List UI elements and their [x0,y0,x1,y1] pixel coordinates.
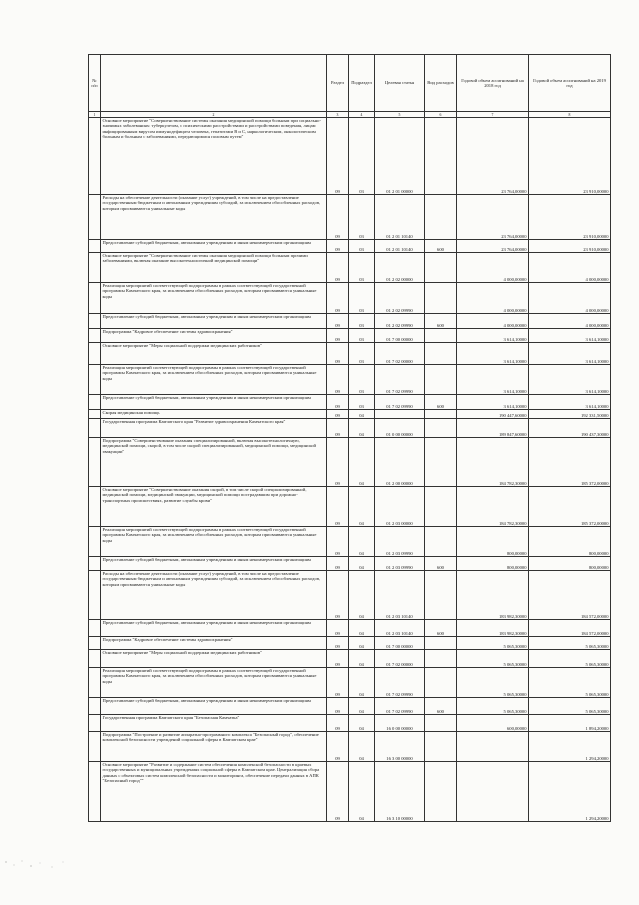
row-kind-cell: 600 [425,698,457,715]
row-2018-cell [457,732,529,762]
row-target-cell: 01 0 00 00000 [375,419,425,438]
row-num-cell [89,329,101,343]
row-subsection-cell: 04 [349,732,375,762]
table-row [89,487,611,527]
row-kind-cell: 600 [425,395,457,410]
row-section-cell: 09 [327,419,349,438]
row-num-cell [89,732,101,762]
row-section-cell: 09 [327,637,349,650]
row-section-cell: 09 [327,395,349,410]
table-row [89,419,611,438]
row-kind-cell [425,195,457,240]
row-num-cell [89,314,101,329]
row-kind-cell [425,732,457,762]
row-name-cell: Предоставление субсидий бюджетным, автономным учреждениям и иным некоммерческим организациям [101,314,327,329]
row-2019-cell: 1 294,20000 [529,732,611,762]
row-kind-cell [425,715,457,732]
row-name-cell: Предоставление субсидий бюджетным, автономным учреждениям и иным некоммерческим организациям [101,620,327,637]
row-name-cell: Основное мероприятие "Совершенствование системы оказания медицинской помощи больным прочими заболеваниями, включая оказание высокотехнологичной медицинской помощи" [101,253,327,283]
row-section-cell: 09 [327,118,349,195]
table-row [89,343,611,365]
row-section-cell: 09 [327,557,349,571]
row-2019-cell: 5 065,30000 [529,637,611,650]
row-num-cell [89,118,101,195]
row-subsection-cell: 04 [349,650,375,668]
row-name-cell: Расходы на обеспечение деятельности (оказание услуг) учреждений, в том числе на предоставление государственным бюджетным и автономным учреждениям субсидий, за исключением обособленных расходов, которым присваиваются уникальные коды [101,195,327,240]
row-num-cell [89,419,101,438]
row-2019-cell: 3 614,10000 [529,329,611,343]
row-name-cell: Реализация мероприятий соответствующей подпрограммы в рамках соответствующей государственной программы Камчатского края, за исключением обособленных расходов, которым присваиваются уникальные коды [101,365,327,395]
row-2018-cell: 190 447,60000 [457,410,529,419]
row-2019-cell: 23 910,00000 [529,240,611,253]
row-2019-cell: 5 065,30000 [529,698,611,715]
row-2018-cell: 3 614,10000 [457,343,529,365]
row-subsection-cell: 04 [349,571,375,620]
row-target-cell: 01 2 03 09990 [375,557,425,571]
row-target-cell: 01 7 02 00000 [375,650,425,668]
table-row [89,650,611,668]
row-2019-cell: 3 614,10000 [529,365,611,395]
table-row [89,240,611,253]
row-target-cell: 01 7 02 09990 [375,365,425,395]
column-index: 4 [349,112,375,118]
table-row [89,557,611,571]
row-2018-cell: 4 000,00000 [457,314,529,329]
table-row [89,438,611,487]
row-2019-cell: 1 894,20000 [529,715,611,732]
table-row [89,571,611,620]
row-target-cell: 01 2 01 10140 [375,240,425,253]
row-kind-cell [425,329,457,343]
row-target-cell: 01 7 02 09990 [375,668,425,698]
row-2018-cell: 3 614,10000 [457,395,529,410]
row-section-cell: 09 [327,732,349,762]
row-subsection-cell: 03 [349,365,375,395]
header-2018: Годовой объем ассигнований на 2018 год [457,55,529,112]
row-subsection-cell: 03 [349,195,375,240]
row-target-cell: 16 3 00 00000 [375,732,425,762]
row-2019-cell: 5 065,30000 [529,668,611,698]
row-section-cell: 09 [327,195,349,240]
row-target-cell: 01 2 02 09990 [375,314,425,329]
row-target-cell [375,410,425,419]
row-subsection-cell: 04 [349,762,375,822]
table-row [89,668,611,698]
row-2018-cell [457,762,529,822]
row-name-cell: Подпрограмма "Совершенствование оказания специализированной, включая высокотехнологичную, медицинской помощи, скорой, в том числе скорой специализированной, медицинской помощи, медицинской эвакуации" [101,438,327,487]
row-name-cell: Государственная программа Камчатского края "Развитие здравоохранения Камчатского края" [101,419,327,438]
row-subsection-cell: 03 [349,240,375,253]
row-2019-cell: 3 614,10000 [529,343,611,365]
row-section-cell: 09 [327,487,349,527]
row-name-cell: Предоставление субсидий бюджетным, автономным учреждениям и иным некоммерческим организациям [101,240,327,253]
budget-table [88,54,611,822]
scan-noise-marks [0,858,80,870]
row-section-cell: 09 [327,527,349,557]
column-index: 5 [375,112,425,118]
column-index: 6 [425,112,457,118]
row-num-cell [89,487,101,527]
row-name-cell: Предоставление субсидий бюджетным, автономным учреждениям и иным некоммерческим организациям [101,557,327,571]
row-2019-cell: 800,00000 [529,557,611,571]
row-name-cell: Предоставление субсидий бюджетным, автономным учреждениям и иным некоммерческим организациям [101,395,327,410]
row-subsection-cell: 04 [349,698,375,715]
row-subsection-cell: 04 [349,438,375,487]
row-subsection-cell: 04 [349,527,375,557]
row-num-cell [89,240,101,253]
table-row [89,410,611,419]
row-2019-cell: 184 572,00000 [529,620,611,637]
row-num-cell [89,762,101,822]
table-header-row [89,55,611,112]
row-2018-cell: 183 982,30000 [457,571,529,620]
row-num-cell [89,715,101,732]
table-row [89,637,611,650]
row-2018-cell: 184 782,30000 [457,487,529,527]
row-section-cell: 09 [327,240,349,253]
row-2018-cell: 183 982,30000 [457,620,529,637]
row-num-cell [89,637,101,650]
row-subsection-cell: 04 [349,668,375,698]
row-kind-cell [425,650,457,668]
row-kind-cell [425,527,457,557]
row-2018-cell: 5 065,30000 [457,698,529,715]
column-index: 2 [101,112,327,118]
table-row [89,365,611,395]
row-2019-cell: 4 000,00000 [529,253,611,283]
row-2019-cell: 190 437,30000 [529,419,611,438]
row-subsection-cell: 03 [349,395,375,410]
row-num-cell [89,253,101,283]
row-2019-cell: 185 372,00000 [529,487,611,527]
row-kind-cell: 600 [425,557,457,571]
table-row [89,715,611,732]
table-row [89,329,611,343]
row-num-cell [89,195,101,240]
row-subsection-cell: 03 [349,253,375,283]
row-section-cell: 09 [327,762,349,822]
row-name-cell: Подпрограмма "Кадровое обеспечение системы здравоохранения" [101,329,327,343]
row-2018-cell: 600,00000 [457,715,529,732]
table-row [89,698,611,715]
row-subsection-cell: 03 [349,329,375,343]
header-name [101,55,327,112]
row-kind-cell: 600 [425,620,457,637]
table-row [89,314,611,329]
row-2018-cell: 800,00000 [457,527,529,557]
row-name-cell: Расходы на обеспечение деятельности (оказание услуг) учреждений, в том числе на предоставление государственным бюджетным и автономным учреждениям субсидий, за исключением обособленных расходов, которым присваиваются уникальные коды [101,571,327,620]
row-name-cell: Основное мероприятие "Развитие и содержание систем обеспечения комплексной безопасности в краевых государственных и муниципальных учреждениях социальной сферы в Камчатском крае. Централизация сбора данных с объектовых систем комплексной безопасности и мониторинга, обеспечение передачи данных в АПК "Безопасный город"" [101,762,327,822]
row-subsection-cell: 04 [349,487,375,527]
row-2019-cell: 23 910,00000 [529,195,611,240]
header-2019: Годовой объем ассигнований на 2019 год [529,55,611,112]
row-section-cell: 09 [327,571,349,620]
row-target-cell: 01 2 03 00000 [375,487,425,527]
table-row [89,195,611,240]
row-num-cell [89,557,101,571]
row-2018-cell: 3 614,10000 [457,329,529,343]
row-name-cell: Предоставление субсидий бюджетным, автономным учреждениям и иным некоммерческим организациям [101,698,327,715]
row-section-cell: 09 [327,410,349,419]
row-kind-cell [425,571,457,620]
row-kind-cell [425,637,457,650]
row-kind-cell [425,762,457,822]
row-2018-cell: 4 000,00000 [457,253,529,283]
row-2019-cell: 800,00000 [529,527,611,557]
row-section-cell: 09 [327,283,349,314]
row-num-cell [89,527,101,557]
row-num-cell [89,283,101,314]
row-kind-cell [425,283,457,314]
row-target-cell: 01 2 02 09990 [375,283,425,314]
row-name-cell: Основное мероприятие "Меры социальной поддержки медицинских работников" [101,343,327,365]
row-num-cell [89,410,101,419]
row-section-cell: 09 [327,620,349,637]
row-section-cell: 09 [327,253,349,283]
row-num-cell [89,343,101,365]
row-name-cell: Реализация мероприятий соответствующей подпрограммы в рамках соответствующей государственной программы Камчатского края, за исключением обособленных расходов, которым присваиваются уникальные коды [101,283,327,314]
row-name-cell: Основное мероприятие "Совершенствование оказания скорой, в том числе скорой специализированной, медицинской помощи, медицинской эвакуации, медицинской помощи пострадавшим при дорожно-транспортных происшествиях, развитие службы крови" [101,487,327,527]
row-target-cell: 01 7 02 00000 [375,343,425,365]
row-target-cell: 01 7 02 09990 [375,395,425,410]
row-kind-cell [425,668,457,698]
row-2018-cell: 4 000,00000 [457,283,529,314]
header-subsection: Подраздел [349,55,375,112]
table-row [89,283,611,314]
table-row [89,118,611,195]
row-name-cell: Государственная программа Камчатского края "Безопасная Камчатка" [101,715,327,732]
row-target-cell: 01 2 01 10140 [375,195,425,240]
row-2018-cell: 800,00000 [457,557,529,571]
row-num-cell [89,668,101,698]
row-kind-cell [425,365,457,395]
row-target-cell: 01 7 00 00000 [375,637,425,650]
row-target-cell: 01 7 02 09990 [375,698,425,715]
column-index: 3 [327,112,349,118]
row-2018-cell: 184 782,30000 [457,438,529,487]
table-row [89,732,611,762]
row-name-cell: Реализация мероприятий соответствующей подпрограммы в рамках соответствующей государственной программы Камчатского края, за исключением обособленных расходов, которым присваиваются уникальные коды [101,668,327,698]
row-2019-cell: 4 000,00000 [529,314,611,329]
table-row [89,620,611,637]
row-2018-cell: 5 065,30000 [457,637,529,650]
row-name-cell: Скорая медицинская помощь [101,410,327,419]
row-num-cell [89,438,101,487]
row-name-cell: Подпрограмма "Кадровое обеспечение системы здравоохранения" [101,637,327,650]
table-row [89,527,611,557]
table-row [89,253,611,283]
row-kind-cell [425,253,457,283]
row-section-cell: 09 [327,343,349,365]
row-subsection-cell: 03 [349,343,375,365]
row-kind-cell: 600 [425,314,457,329]
row-2018-cell: 5 065,30000 [457,668,529,698]
row-kind-cell [425,343,457,365]
column-index: 8 [529,112,611,118]
row-2018-cell: 23 764,00000 [457,118,529,195]
row-section-cell: 09 [327,650,349,668]
row-target-cell: 16 0 00 00000 [375,715,425,732]
row-2018-cell: 189 847,60000 [457,419,529,438]
row-subsection-cell: 04 [349,419,375,438]
row-section-cell: 09 [327,329,349,343]
row-name-cell: Реализация мероприятий соответствующей подпрограммы в рамках соответствующей государственной программы Камчатского края, за исключением обособленных расходов, которым присваиваются уникальные коды [101,527,327,557]
header-kind: Вид расходов [425,55,457,112]
row-2019-cell: 1 294,20000 [529,762,611,822]
row-section-cell: 09 [327,698,349,715]
row-section-cell: 09 [327,365,349,395]
row-subsection-cell: 04 [349,557,375,571]
row-kind-cell [425,118,457,195]
row-section-cell: 09 [327,668,349,698]
header-num: № п/п [89,55,101,112]
row-2018-cell: 23 764,00000 [457,195,529,240]
column-index: 1 [89,112,101,118]
row-2018-cell: 23 764,00000 [457,240,529,253]
row-subsection-cell: 04 [349,637,375,650]
row-target-cell: 01 2 01 00000 [375,118,425,195]
row-2019-cell: 5 065,30000 [529,650,611,668]
row-kind-cell [425,410,457,419]
row-2018-cell: 5 065,30000 [457,650,529,668]
row-2019-cell: 23 910,00000 [529,118,611,195]
row-num-cell [89,395,101,410]
row-num-cell [89,650,101,668]
row-target-cell: 01 2 00 00000 [375,438,425,487]
row-num-cell [89,620,101,637]
row-num-cell [89,698,101,715]
row-target-cell: 01 2 02 00000 [375,253,425,283]
row-section-cell: 09 [327,438,349,487]
table-row [89,762,611,822]
row-kind-cell [425,438,457,487]
row-subsection-cell: 04 [349,620,375,637]
row-num-cell [89,571,101,620]
row-name-cell: Основное мероприятие "Совершенствование системы оказания медицинской помощи больным при социально-значимых заболеваниях: туберкулезом, с психическими расстройствами и расстройствами поведения, лицам инфицированным вирусом иммунодефицита человека, гепатитами В и С, наркологическим, онкологическим больным и больным с заболеваниями, передающимися половым путем" [101,118,327,195]
row-kind-cell: 600 [425,240,457,253]
row-name-cell: Основное мероприятие "Меры социальной поддержки медицинских работников" [101,650,327,668]
row-subsection-cell: 04 [349,410,375,419]
row-kind-cell [425,487,457,527]
row-section-cell: 09 [327,314,349,329]
row-subsection-cell: 03 [349,283,375,314]
table-body [89,118,611,822]
row-target-cell: 01 2 03 10140 [375,571,425,620]
table-row [89,395,611,410]
row-name-cell: Подпрограмма "Построение и развитие аппаратно-программного комплекса "Безопасный город", обеспечение комплексной безопасности учреждений социальной сферы в Камчатском крае" [101,732,327,762]
row-section-cell: 09 [327,715,349,732]
row-subsection-cell: 04 [349,715,375,732]
row-target-cell: 01 2 03 09990 [375,527,425,557]
row-2019-cell: 4 000,00000 [529,283,611,314]
row-target-cell: 01 7 00 00000 [375,329,425,343]
row-kind-cell [425,419,457,438]
row-2019-cell: 184 572,00000 [529,571,611,620]
row-2019-cell: 192 331,50000 [529,410,611,419]
row-2018-cell: 3 614,10000 [457,365,529,395]
row-target-cell: 16 3 10 00000 [375,762,425,822]
row-num-cell [89,365,101,395]
header-target: Целевая статья [375,55,425,112]
column-index: 7 [457,112,529,118]
row-subsection-cell: 03 [349,314,375,329]
row-subsection-cell: 03 [349,118,375,195]
row-target-cell: 01 2 03 10140 [375,620,425,637]
row-2019-cell: 3 614,10000 [529,395,611,410]
header-section: Раздел [327,55,349,112]
row-2019-cell: 185 372,00000 [529,438,611,487]
